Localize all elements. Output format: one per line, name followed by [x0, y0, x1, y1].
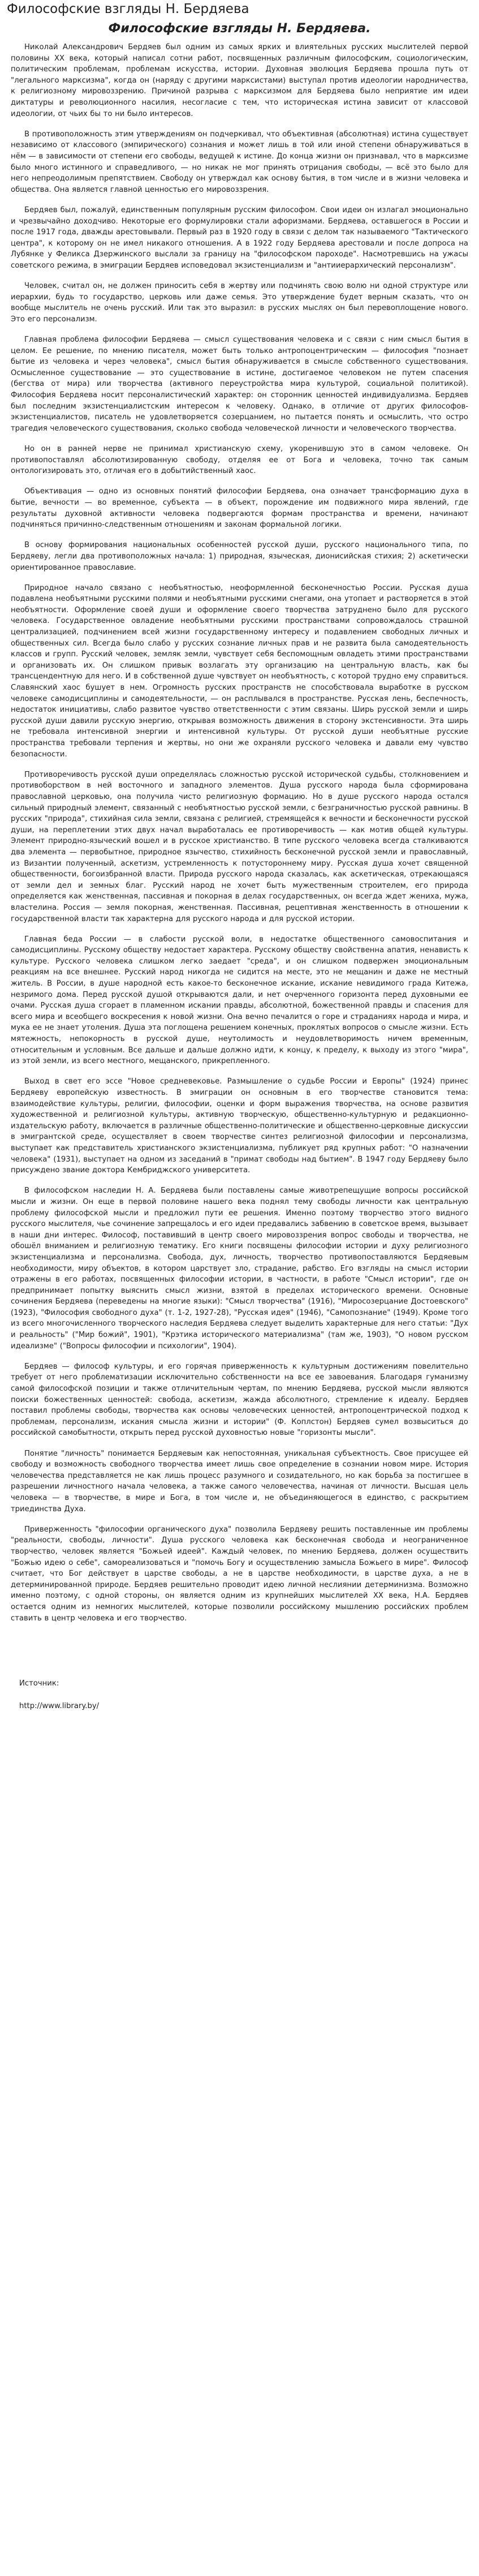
paragraph: Природное начало связано с необъятностью, неоформленной бесконечностью России. Русская душа подавлена необъятными русскими полями и необъятными русскими снегами, она утопает и растворяется в этой необъятности. Оформление своей души и оформление своего творчества затруднено было для русского человека. Государственное овладение необъятными русскими пространствами сопровождалось страшной централизацией, подчинением всей жизни государственному интересу и подавлением свободных личных и общественных сил. Всегда было слабо у русских сознание личных прав и не развита была самодеятельность классов и групп. Русский человек, земляк земли, чувствует себя беспомощным овладеть этими пространствами и организовать их. Он слишком привык возлагать эту организацию на центральную власть, как бы трансцендентную для него. И в собственной душе чувствует он необъятность, с которой трудно ему справиться. Славянский хаос бушует в нем. Огромность русских пространств не способствовала выработке в русском человеке самодисциплины и самодеятельности, — он расплывался в пространстве. Русская лень, беспечность, недостаток инициативы, слабо развитое чувство ответственности с этим связаны. Ширь русской земли и ширь русской души давили русскую энергию, открывая возможность движения в сторону экстенсивности. Эта ширь не требовала интенсивной энергии и интенсивной культуры. От русской души необъятные русские пространства требовали терпения и жертвы, но они же охраняли русского человека и давали ему чувство безопасности. — [11, 583, 468, 759]
source-block — [7, 1678, 472, 1711]
paragraph: Понятие "личность" понимается Бердяевым как непостоянная, уникальная субъектность. Свое присущее ей свободу и возможность свободного творчества имеет лишь свое определение в сознании новом мире. История человечества представляется не как лишь процесс разумного и созидательного, но как борьба за постигшее в разрешении личностного начала человека, а также самого человечества, начиная от личности. Высшая цель человека — в творчестве, в мире и Бога, в том числе и, не объединяющегося в единство, с раскрытием триединства Духа. — [11, 1449, 468, 1513]
paragraph: Николай Александрович Бердяев был одним из самых ярких и влиятельных русских мыслителей первой половины XX века, который написал сотни работ, посвященных различным философским, социологическим, политическим проблемам, проблемам искусства, истории. Духовная эволюция Бердяева прошла путь от "легального марксизма", когда он (наряду с другими марксистами) выступал против идеологии народничества, к религиозному мировоззрению. Причиной разрыва с марксизмом для Бердяева было неприятие им идеи диктатуры и революционного насилия, несогласие с тем, что историческая истина зависит от классовой идеологии, от чьих бы то ни было интересов. — [11, 43, 468, 118]
source-label: Источник: — [19, 1679, 59, 1688]
paragraph: Выход в свет его эссе "Новое средневековье. Размышление о судьбе России и Европы" (1924) принес Бердяеву европейскую известность. В эмиграции он основным в его творчестве становится тема: взаимодействие культуры, религии, философии, оценки и форм выражения творчества, на основе развития художественной и религиозной культуры, активную творческую, общественно-культурную и редакционно-издательскую работу, включается в различные общественно-политические и общественно-церковные дискуссии в эмигрантской среде, осуществляет в своем творчестве синтез религиозной философии и персонализма, выступает как представитель христианского экзистенциализма, публикует ряд крупных работ: "О назначении человека" (1931), выступает на одном из заседаний в "примат свободы над бытием". В 1947 году Бердяеву было присуждено звание доктора Кембриджского университета. — [11, 1077, 468, 1175]
source-url: http://www.library.by/ — [19, 1701, 100, 1710]
paragraph: Человек, считал он, не должен приносить себя в жертву или подчинять свою волю ни одной структуре или иерархии, будь то государство, церковь или даже семья. Это утверждение будет верным сказать, что он вообще мыслитель не очень русский. Или так это выразил: в русских мыслях он был перевоплощение нового. Это его персонализм. — [11, 282, 468, 324]
paragraph: Главная проблема философии Бердяева — смысл существования человека и с связи с ним смысл бытия в целом. Ее решение, по мнению писателя, может быть только антропоцентрическим — философия "познает бытие из человека и через человека", смысл бытия обнаруживается в смысле собственного существования. Осмысленное существование — это существование в истине, достигаемое человеком не путем спасения (бегства от мира) или творчества (активного переустройства мира культурой, социальной политикой). Философия Бердяева носит персоналистический характер: он сторонник ценностей индивидуализма. Бердяев был последним экзистенциалистским интересом к человеку. Однако, в отличие от других философов-экзистенциалистов, писатель не удовлетворяется созерцанием, но пытается понять и осмыслить, что остро трагедия человеческого существования, сколько свобода человеческой личности и человеческого творчества. — [11, 336, 468, 433]
paragraph: В основу формирования национальных особенностей русской души, русского национального типа, по Бердяеву, легли два противоположных начала: 1) природная, языческая, дионисийская стихия; 2) аскетически ориентированное православие. — [11, 541, 468, 572]
paragraph: В противоположность этим утверждениям он подчеркивал, что объективная (абсолютная) истина существует независимо от классового (эмпирического) сознания и может лишь в той или иной степени обнаруживаться в нём — в зависимости от степени его свободы, ведущей к истине. До конца жизни он признавал, что в марксизме было много истинного и справедливого, — но никак не мог принять отрицания свободы, — всё это было для него непреодолимым препятствием. Свободу он утверждал как основу бытия, в том числе и в жизни человека и общества. Она является главной ценностью его мировоззрения. — [11, 130, 468, 194]
article-title: Философские взгляды Н. Бердяева. — [108, 21, 371, 36]
article-body — [7, 42, 472, 1624]
paragraph: В философском наследии Н. А. Бердяева были поставлены самые животрепещущие вопросы российской мысли и жизни. Он еще в первой половине нашего века поднял тему свободы личности как центральную проблему философской мысли и предложил пути ее решения. Именно поэтому творчество этого видного русского мыслителя, чье сочинение запрещалось и его идеи предавались забвению в советское время, вызывает в наши дни интерес. Философ, поставивший в центр своего мировоззрения вопрос свободы и творчества, не обошёл вниманием и религиозную тематику. Его книги посвящены философии истории и духу религиозного экзистенциализма и персонализма. Свобода, дух, личность, творчество противопоставляются Бердяевым необходимости, миру объектов, в котором царствует зло, страдание, рабство. Его взгляды на смысл истории отражены в его работах, посвященных философии истории, в частности, в работе "Смысл истории", где он предпринимает попытку выяснить смысл жизни, взятой в пределах исторического времени. Основные сочинения Бердяева (переведены на многие языки): "Смысл творчества" (1916), "Миросозерцание Достоевского" (1923), "Философия свободного духа" (т. 1-2, 1927-28), "Русская идея" (1946), "Самопознание" (1949). Кроме того из всего многочисленного творческого наследия Бердяева следует выделить характерные для него статьи: "Дух и реальность" ("Мир божий", 1901), "Крэтика исторического материализма" (там же, 1903), "О новом русском идеализме" ("Вопросы философии и психологии", 1904). — [11, 1186, 468, 1351]
paragraph: Объективация — одно из основных понятий философии Бердяева, она означает трансформацию духа в бытие, вечности — во временное, субъекта — в объект, порождение им подвижного мира явлений, где результаты духовной активности человека подвергаются формам пространства и времени, начинают подчиняться причинно-следственным отношениям и законам формальной логики. — [11, 487, 468, 530]
paragraph: Противоречивость русской души определялась сложностью русской исторической судьбы, столкновением и противоборством в ней восточного и западного элементов. Душа русского народа была сформирована православной церковью, она получила чисто религиозную формацию. Но в душе русского народа остался сильный природный элемент, связанный с необъятностью русской земли, с безграничностью русской равнины. В русских "природа", стихийная сила земли, связана с религией, стремящейся к вечности и бесконечности русской души, на переплетении этих двух начал выработалась ее противоречивость — как мотив общей культуры. Элемент природно-языческий вошел и в русское христианство. В типе русского человека всегда сталкиваются два элемента — первобытное, природное язычество, стихийность бесконечной русской земли и православный, из Византии полученный, аскетизм, устремленность к потустороннему миру. Русская душа хочет священной общественности, богоизбранной власти. Природа русского народа сказалась, как аскетическая, отрекающаяся от земли дел и земных благ. Русский народ не хочет быть мужественным строителем, его природа определяется как женственная, пассивная и покорная в делах государственных, он всегда ждет жениха, мужа, властелина. Россия — земля покорная, женственная. Пассивная, рецептивная женственность в отношении к государственной власти так характерна для русского народа и для русской истории. — [11, 770, 468, 923]
paragraph: Но он в ранней нерве не принимал христианскую схему, укоренившую это в самом человеке. Он противопоставлял абсолютизированную свободу, отделяя ее от Бога и человека, точно так самым онтологизировать это, отличая его в добытийственный хаос. — [11, 444, 468, 476]
paragraph: Главная беда России — в слабости русской воли, в недостатке общественного самовоспитания и самодисциплины. Русскому обществу недостает характера. Русскому обществу свойственна апатия, ненависть к культуре. Русского человека слишком легко заедает "среда", и он слишком подвержен эмоциональным реакциям на все внешнее. Русский народ никогда не сидится на месте, это не мещанин и даже не местный житель. В России, в душе народной есть какое-то бесконечное искание, искание невидимого града Китежа, незримого дома. Перед русской душой открываются дали, и нет очерченного горизонта перед духовными ее очами. Русская душа сгорает в пламенном искании правды, абсолютной, божественной правды и спасения для всего мира и всеобщего воскресения к новой жизни. Она вечно печалится о горе и страданиях народа и мира, и мука ее не знает утоления. Душа эта поглощена решением конечных, проклятых вопросов о смысле жизни. Есть мятежность, непокорность в русской душе, неутолимость и неудовлетворимость ничем временным, относительным и условным. Все дальше и дальше должно идти, к концу, к пределу, к выходу из этого "мира", из этой земли, из всего местного, мещанского, прикрепленного. — [11, 935, 468, 1066]
paragraph: Бердяев был, пожалуй, единственным популярным русским философом. Свои идеи он излагал эмоционально и чрезвычайно доходчиво. Некоторые его формулировки стали афоризмами. Бердяева, оставшегося в России и после 1917 года, дважды арестовывали. Первый раз в 1920 году в связи с делом так называемого "Тактического центра", к которому он не имел никакого отношения. А в 1922 году Бердяева арестовали и после допроса на Лубянке у Феликса Дзержинского выслали за границу на "философском пароходе". Насмотревшись на ужасы советского режима, в эмиграции Бердяев исповедовал экзистенциализм и "антииерархический персонализм". — [11, 205, 468, 270]
page-title: Философские взгляды Н. Бердяева — [7, 2, 249, 16]
paragraph: Бердяев — философ культуры, и его горячая приверженность к культурным достижениям повелительно требует от него проблематизации исключительно собственности на все ее завоевания. Благодаря гуманизму самой философской позиции и также отличительным чертам, по мнению Бердяева, русской мысли являются поиски божественных ценностей: свобода, аскетизм, жажда абсолютного, стремление к идеалу. Бердяев поставил проблемы свободы, творчества как основы человеческих ценностей, антропоцентрической подход к проблемам, персонализм, искания смысла жизни и истории" (Ф. Коплстон) Бердяев сумел возвыситься до российской самобытности, открыть перед русской духовностью новые "горизонты мысли". — [11, 1362, 468, 1438]
paragraph: Приверженность "философии органического духа" позволила Бердяеву решить поставленные им проблемы "реальности, свободы, личности". Душа русского человека как бесконечная свобода и неограниченное творчество, человек является "Божьей идеей". Каждый человек, по мнению Бердяева, должен осуществить "Божью идею о себе", самореализоваться и "помочь Богу и осуществлению замысла Божьего в мире". Философ считает, что Бог действует в царстве свободы, а не в царстве необходимости, в царстве духа, а не в детерминированной природе. Бердяев решительно проводит идею личной неслиянии детерминизма. Возможно именно поэтому, с одной стороны, он является одним из крупнейших мыслителей XX века, Н.А. Бердяев остается одним из немногих мыслителей, которые позволили российскому мышлению российских проблем ставить в центр человека и его творчество. — [11, 1525, 468, 1623]
